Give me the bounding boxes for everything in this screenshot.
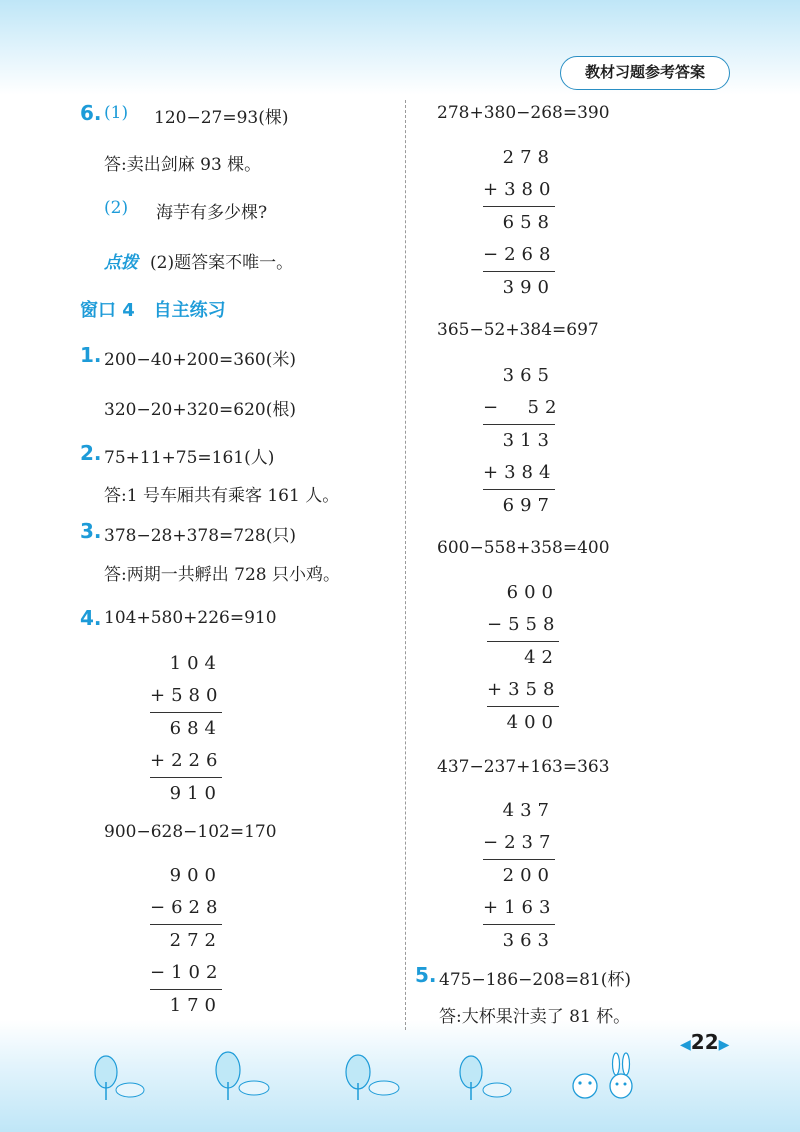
expression: 600−558+358=400 bbox=[437, 538, 610, 558]
calc-row: −268 bbox=[483, 244, 557, 265]
expression: 320−20+320=620(根) bbox=[104, 400, 296, 420]
calc-row: − 52 bbox=[483, 397, 563, 418]
calc-row: 170 bbox=[150, 989, 222, 1022]
calc-row: 910 bbox=[150, 777, 222, 810]
calc-row: 42 bbox=[487, 641, 559, 674]
calc-row: 278 bbox=[502, 147, 555, 168]
calc-row: 104 bbox=[169, 653, 222, 674]
left-arrow-icon: ◀ bbox=[680, 1037, 691, 1053]
calc-row: 684 bbox=[150, 712, 222, 745]
expression: 475−186−208=81(杯) bbox=[439, 970, 631, 990]
question-number: 3. bbox=[80, 519, 102, 543]
right-column bbox=[405, 0, 800, 1132]
tree-illustration-icon bbox=[212, 1048, 276, 1102]
calc-row: +163 bbox=[483, 897, 557, 918]
right-arrow-icon: ▶ bbox=[718, 1037, 730, 1053]
question-number: 4. bbox=[80, 606, 102, 630]
calc-row: +226 bbox=[150, 750, 224, 771]
vertical-calculation bbox=[483, 360, 563, 522]
expression: 378−28+378=728(只) bbox=[104, 526, 296, 546]
answer-text: 答:两期一共孵出 728 只小鸡。 bbox=[104, 565, 340, 585]
calc-row: 400 bbox=[487, 706, 559, 739]
vertical-calculation bbox=[483, 795, 555, 957]
header-title: 教材习题参考答案 bbox=[560, 56, 730, 90]
calc-row: 437 bbox=[502, 800, 555, 821]
expression: 120−27=93(棵) bbox=[154, 108, 289, 128]
tree-illustration-icon bbox=[92, 1052, 152, 1102]
calc-row: 390 bbox=[483, 271, 555, 304]
tree-illustration-icon bbox=[342, 1050, 406, 1102]
calc-row: +380 bbox=[483, 179, 557, 200]
answer-text: 答:1 号车厢共有乘客 161 人。 bbox=[104, 486, 340, 506]
calc-row: 272 bbox=[150, 924, 222, 957]
vertical-calculation bbox=[483, 142, 555, 304]
tree-illustration-icon bbox=[455, 1052, 519, 1102]
part-label: (1) bbox=[104, 103, 129, 123]
calc-row: +384 bbox=[483, 462, 557, 483]
expression: 104+580+226=910 bbox=[104, 608, 277, 628]
expression: 200−40+200=360(米) bbox=[104, 350, 296, 370]
page-number: ◀22▶ bbox=[680, 1030, 730, 1054]
calc-row: 600 bbox=[506, 582, 559, 603]
calc-row: 658 bbox=[483, 206, 555, 239]
calc-row: −102 bbox=[150, 962, 224, 983]
question-number: 1. bbox=[80, 343, 102, 367]
calc-row: +580 bbox=[150, 685, 224, 706]
section-title: 窗口 4 自主练习 bbox=[80, 300, 226, 321]
question-text: 海芋有多少棵? bbox=[156, 203, 268, 223]
calc-row: 363 bbox=[483, 924, 555, 957]
calc-row: +358 bbox=[487, 679, 561, 700]
expression: 437−237+163=363 bbox=[437, 757, 610, 777]
vertical-calculation bbox=[150, 860, 222, 1022]
calc-row: 365 bbox=[502, 365, 555, 386]
rabbit-illustration-icon bbox=[565, 1050, 645, 1106]
expression: 900−628−102=170 bbox=[104, 822, 277, 842]
tip-text: (2)题答案不唯一。 bbox=[150, 253, 294, 273]
expression: 278+380−268=390 bbox=[437, 103, 610, 123]
calc-row: 313 bbox=[483, 424, 555, 457]
answer-text: 答:大杯果汁卖了 81 杯。 bbox=[439, 1007, 631, 1027]
question-number: 5. bbox=[415, 963, 437, 987]
calc-row: −237 bbox=[483, 832, 557, 853]
calc-row: −558 bbox=[487, 614, 561, 635]
question-number: 6. bbox=[80, 101, 102, 125]
calc-row: −628 bbox=[150, 897, 224, 918]
calc-row: 200 bbox=[483, 859, 555, 892]
vertical-calculation bbox=[487, 577, 559, 739]
question-number: 2. bbox=[80, 441, 102, 465]
expression: 75+11+75=161(人) bbox=[104, 448, 275, 468]
vertical-calculation bbox=[150, 648, 222, 810]
answer-text: 答:卖出剑麻 93 棵。 bbox=[104, 155, 262, 175]
expression: 365−52+384=697 bbox=[437, 320, 599, 340]
calc-row: 900 bbox=[169, 865, 222, 886]
part-label: (2) bbox=[104, 198, 129, 218]
calc-row: 697 bbox=[483, 489, 555, 522]
tip-label: 点拨 bbox=[104, 253, 138, 273]
